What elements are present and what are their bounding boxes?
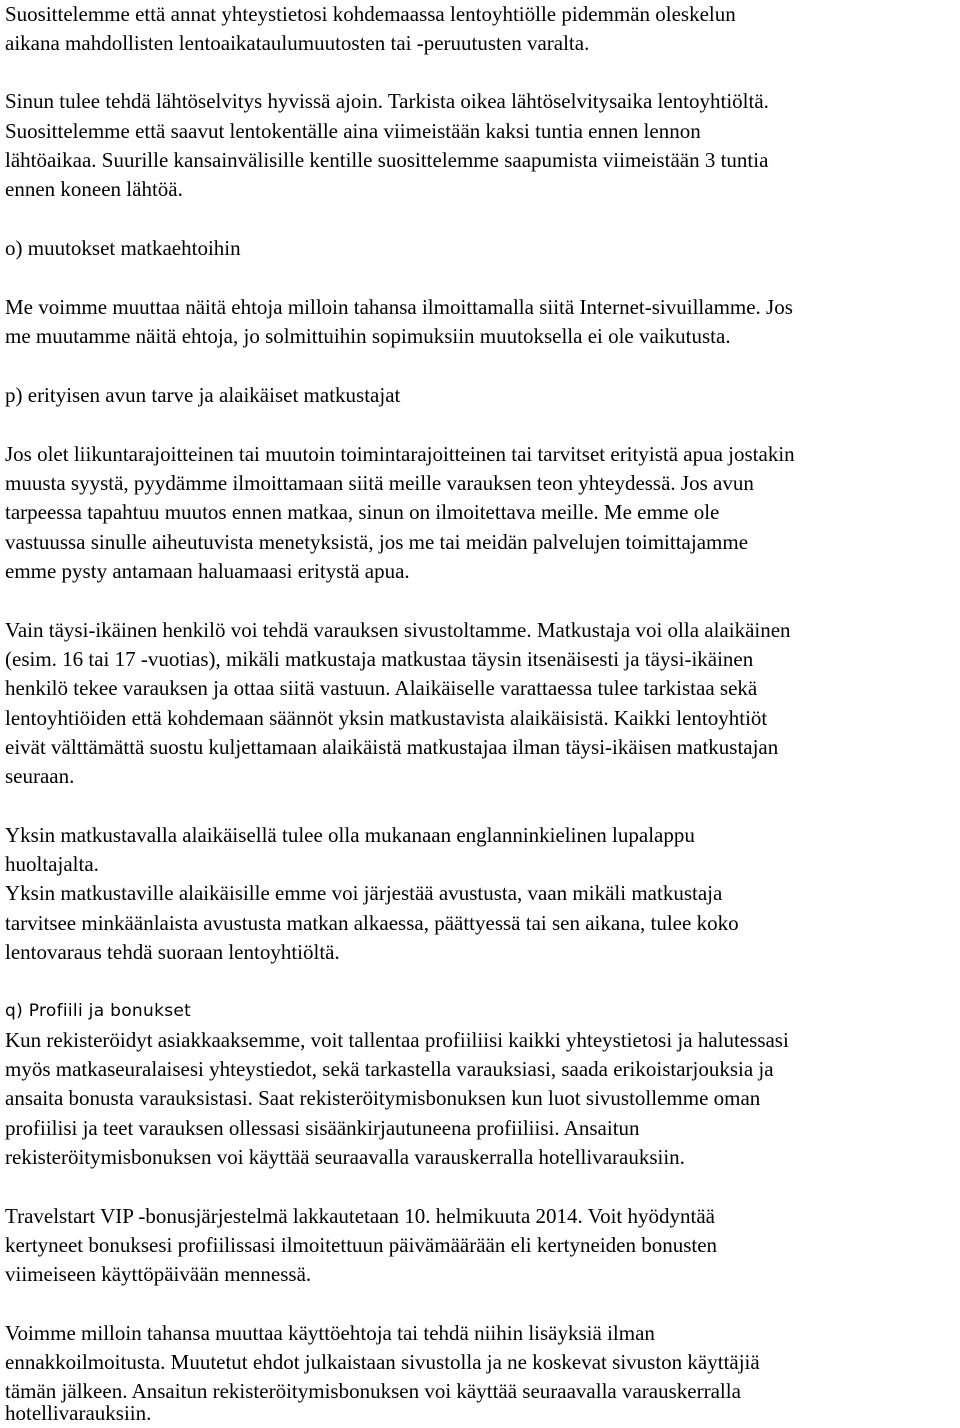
- text-line: eivät välttämättä suostu kuljettamaan alaikäistä matkustajaa ilman täysi-ikäisen matkustajan: [5, 735, 779, 759]
- text-line: Travelstart VIP -bonusjärjestelmä lakkautetaan 10. helmikuuta 2014. Voit hyödyntää: [5, 1204, 715, 1228]
- text-line: Jos olet liikuntarajoitteinen tai muutoin toimintarajoitteinen tai tarvitset erityistä apua jostakin: [5, 442, 795, 466]
- section-heading: p) erityisen avun tarve ja alaikäiset matkustajat: [5, 383, 401, 407]
- text-line: Voimme milloin tahansa muuttaa käyttöehtoja tai tehdä niihin lisäyksiä ilman: [5, 1321, 655, 1345]
- text-line: muusta syystä, pyydämme ilmoittamaan siitä meille varauksen teon yhteydessä. Jos avun: [5, 471, 754, 495]
- text-line: vastuussa sinulle aiheutuvista menetyksistä, jos me tai meidän palvelujen toimittajamme: [5, 530, 749, 554]
- text-line: hotellivarauksiin.: [5, 1401, 152, 1425]
- text-line: viimeiseen käyttöpäivään mennessä.: [5, 1262, 312, 1286]
- text-line: lähtöaikaa. Suurille kansainvälisille kentille suosittelemme saapumista viimeistään 3 tuntia: [5, 148, 769, 172]
- text-line: Yksin matkustaville alaikäisille emme voi järjestää avustusta, vaan mikäli matkustaja: [5, 881, 723, 905]
- text-line: aikana mahdollisten lentoaikataulumuutosten tai -peruutusten varalta.: [5, 31, 590, 55]
- text-line: huoltajalta.: [5, 852, 99, 876]
- section-heading: o) muutokset matkaehtoihin: [5, 236, 241, 260]
- text-line: ansaita bonusta varauksistasi. Saat rekisteröitymisbonuksen kun luot sivustollemme oman: [5, 1086, 761, 1110]
- text-line: profiilisi ja teet varauksen ollessasi sisäänkirjautuneena profiiliisi. Ansaitun: [5, 1116, 640, 1140]
- text-line: myös matkaseuralaisesi yhteystiedot, sekä tarkastella varauksiasi, saada erikoistarjouksia ja: [5, 1057, 774, 1081]
- text-line: Suosittelemme että annat yhteystietosi kohdemaassa lentoyhtiölle pidemmän oleskelun: [5, 2, 736, 26]
- section-heading: q) Profiili ja bonukset: [5, 1001, 192, 1021]
- text-line: lentoyhtiöiden että kohdemaan säännöt yksin matkustavista alaikäisistä. Kaikki lentoyhtiöt: [5, 706, 768, 730]
- text-line: kertyneet bonuksesi profiilissasi ilmoitettuun päivämäärään eli kertyneiden bonusten: [5, 1233, 718, 1257]
- text-line: Suosittelemme että saavut lentokentälle aina viimeistään kaksi tuntia ennen lennon: [5, 119, 701, 143]
- text-line: tarpeessa tapahtuu muutos ennen matkaa, sinun on ilmoitettava meille. Me emme ole: [5, 500, 720, 524]
- text-line: emme pysty antamaan haluamaasi eritystä apua.: [5, 559, 410, 583]
- text-line: tämän jälkeen. Ansaitun rekisteröitymisbonuksen voi käyttää seuraavalla varauskerralla: [5, 1379, 741, 1403]
- text-line: Kun rekisteröidyt asiakkaaksemme, voit tallentaa profiiliisi kaikki yhteystietosi ja halutessasi: [5, 1028, 789, 1052]
- text-line: me muutamme näitä ehtoja, jo solmittuihin sopimuksiin muutoksella ei ole vaikutusta.: [5, 324, 731, 348]
- text-line: rekisteröitymisbonuksen voi käyttää seuraavalla varauskerralla hotellivarauksiin.: [5, 1145, 685, 1169]
- text-line: Vain täysi-ikäinen henkilö voi tehdä varauksen sivustoltamme. Matkustaja voi olla alaikäinen: [5, 618, 791, 642]
- text-line: tarvitsee minkäänlaista avustusta matkan alkaessa, päättyessä tai sen aikana, tulee koko: [5, 911, 739, 935]
- text-line: Me voimme muuttaa näitä ehtoja milloin tahansa ilmoittamalla siitä Internet-sivuillamme. Jos: [5, 295, 793, 319]
- text-line: lentovaraus tehdä suoraan lentoyhtiöltä.: [5, 940, 340, 964]
- text-line: ennen koneen lähtöä.: [5, 177, 183, 201]
- text-line: Yksin matkustavalla alaikäisellä tulee olla mukanaan englanninkielinen lupalappu: [5, 823, 695, 847]
- text-line: ennakkoilmoitusta. Muutetut ehdot julkaistaan sivustolla ja ne koskevat sivuston käyttäjiä: [5, 1350, 760, 1374]
- text-line: Sinun tulee tehdä lähtöselvitys hyvissä ajoin. Tarkista oikea lähtöselvitysaika lentoyhtiöltä.: [5, 89, 769, 113]
- text-line: (esim. 16 tai 17 -vuotias), mikäli matkustaja matkustaa täysin itsenäisesti ja täysi-ikäinen: [5, 647, 754, 671]
- text-line: seuraan.: [5, 764, 75, 788]
- text-line: henkilö tekee varauksen ja ottaa siitä vastuun. Alaikäiselle varattaessa tulee tarkistaa sekä: [5, 676, 758, 700]
